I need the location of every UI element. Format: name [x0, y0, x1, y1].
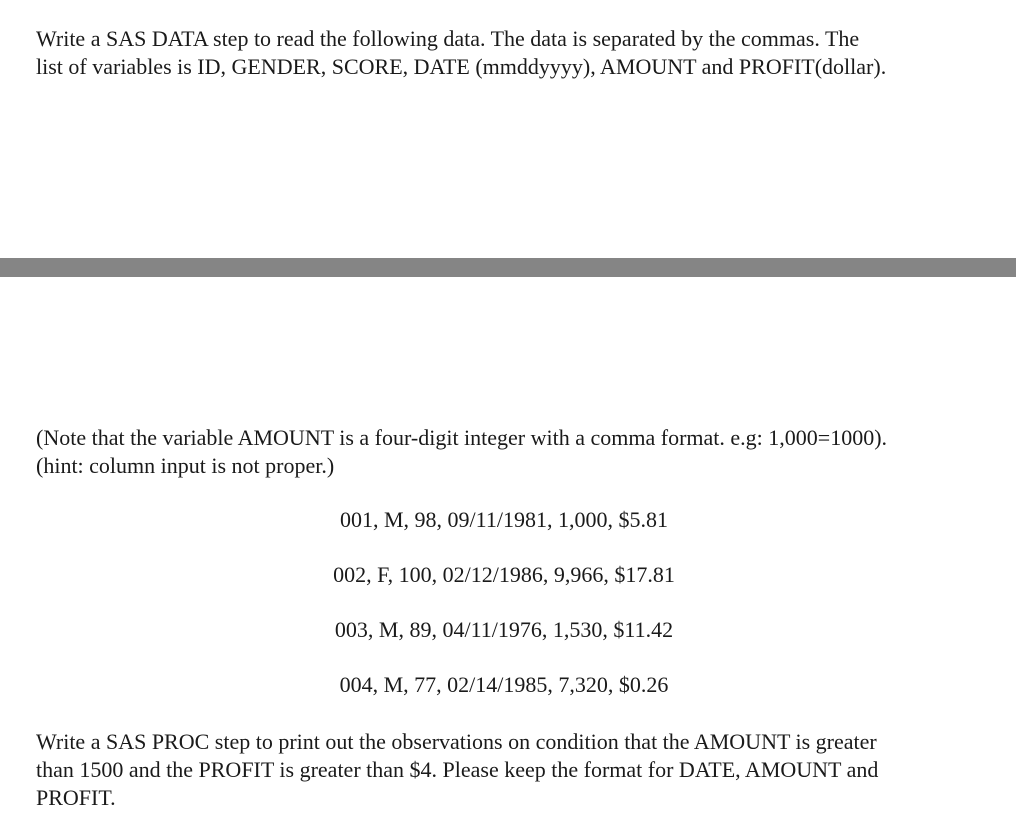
intro-line: Write a SAS DATA step to read the following data. The data is separated by the commas. The: [36, 26, 860, 51]
task-line: Write a SAS PROC step to print out the observations on condition that the AMOUNT is greater: [36, 729, 877, 754]
intro-line: list of variables is ID, GENDER, SCORE, DATE (mmddyyyy), AMOUNT and PROFIT(dollar).: [36, 54, 887, 79]
intro-paragraph: [36, 25, 976, 81]
section-divider: [0, 258, 1016, 277]
data-row: 002, F, 100, 02/12/1986, 9,966, $17.81: [333, 562, 675, 587]
data-row: 003, M, 89, 04/11/1976, 1,530, $11.42: [334, 617, 674, 642]
data-listing: [0, 506, 1016, 726]
hint-line: (hint: column input is not proper.): [36, 453, 335, 478]
data-row: 004, M, 77, 02/14/1985, 7,320, $0.26: [339, 672, 669, 697]
task-line: than 1500 and the PROFIT is greater than $4. Please keep the format for DATE, AMOUNT and: [36, 757, 879, 782]
note-line: (Note that the variable AMOUNT is a four-digit integer with a comma format. e.g: 1,000=1000).: [36, 425, 888, 450]
task-line: PROFIT.: [36, 785, 116, 810]
data-row: 001, M, 98, 09/11/1981, 1,000, $5.81: [340, 507, 668, 532]
task-paragraph: [36, 728, 976, 812]
note-paragraph: [36, 424, 976, 480]
